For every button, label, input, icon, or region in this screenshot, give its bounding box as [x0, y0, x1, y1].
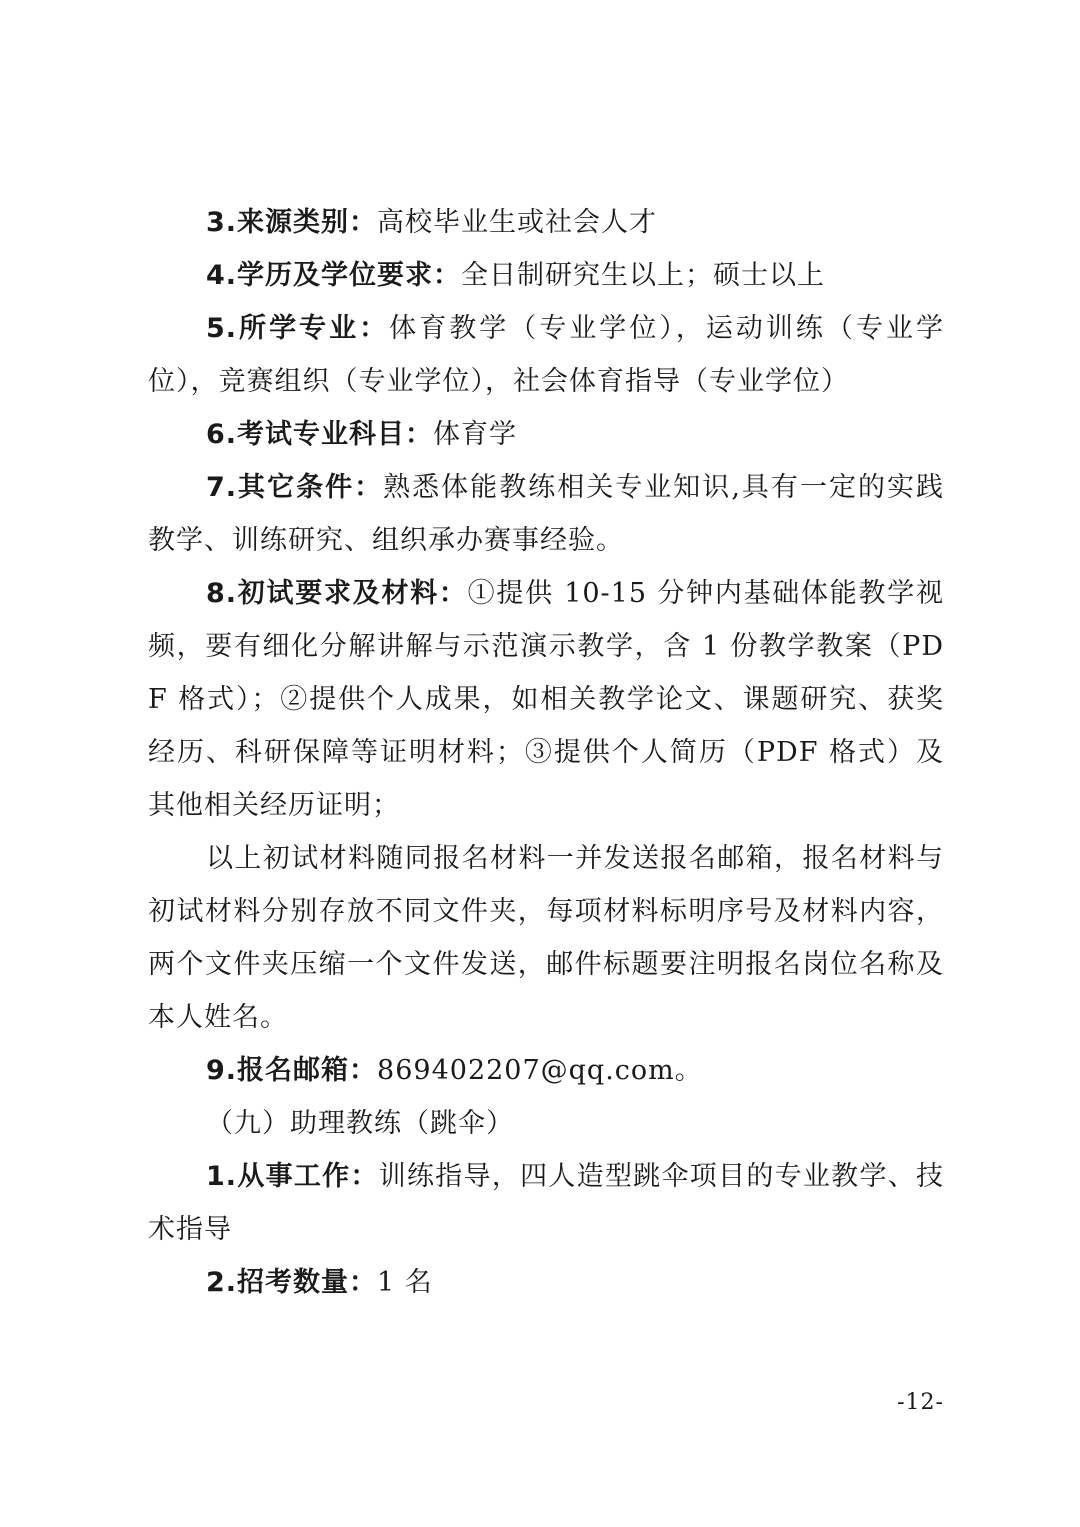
- paragraph-text: 以上初试材料随同报名材料一并发送报名邮箱，报名材料与初试材料分别存放不同文件夹，每项材料标明序号及材料内容，两个文件夹压缩一个文件发送，邮件标题要注明报名岗位名称及本人姓名。: [148, 843, 944, 1033]
- paragraph-label: 6.考试专业科目：: [206, 419, 434, 450]
- paragraph-text: 869402207@qq.com。: [377, 1055, 703, 1086]
- paragraph-label: 9.报名邮箱：: [206, 1055, 378, 1086]
- paragraph-text: 熟悉体能教练相关专业知识,具有一定的实践教学、训练研究、组织承办赛事经验。: [148, 472, 944, 556]
- paragraph-label: 7.其它条件：: [206, 472, 384, 503]
- paragraph-label: 8.初试要求及材料：: [206, 578, 468, 609]
- section-heading-assistant-coach: [148, 1097, 944, 1150]
- paragraph-text: 体育学: [433, 419, 518, 450]
- paragraph-major: [148, 302, 944, 408]
- paragraph-email: [148, 1044, 944, 1097]
- paragraph-label: 3.来源类别：: [206, 207, 378, 238]
- paragraph-exam-subject: [148, 408, 944, 461]
- paragraph-preliminary-materials: [148, 567, 944, 832]
- paragraph-education-requirement: [148, 249, 944, 302]
- paragraph-recruit-count: [148, 1256, 944, 1309]
- paragraph-work-duties: [148, 1150, 944, 1256]
- paragraph-text: 全日制研究生以上；硕士以上: [461, 260, 826, 291]
- paragraph-text: 1 名: [377, 1267, 433, 1298]
- paragraph-text: （九）助理教练（跳伞）: [206, 1108, 514, 1139]
- document-body: [148, 196, 944, 1309]
- paragraph-text: 体育教学（专业学位），运动训练（专业学位），竞赛组织（专业学位），社会体育指导（专业学位）: [148, 313, 945, 397]
- paragraph-label: 4.学历及学位要求：: [206, 260, 462, 291]
- paragraph-label: 5.所学专业：: [206, 313, 390, 344]
- paragraph-label: 2.招考数量：: [206, 1267, 378, 1298]
- page-number: -12-: [897, 1390, 944, 1415]
- paragraph-submission-note: [148, 832, 944, 1044]
- paragraph-source-category: [148, 196, 944, 249]
- paragraph-text: ①提供 10-15 分钟内基础体能教学视频，要有细化分解讲解与示范演示教学，含 1 份教学教案（PDF 格式）；②提供个人成果，如相关教学论文、课题研究、获奖经历、科研保障等证明材料；③提供个人简历（PDF 格式）及其他相关经历证明；: [148, 578, 944, 821]
- paragraph-text: 训练指导，四人造型跳伞项目的专业教学、技术指导: [148, 1161, 945, 1245]
- paragraph-other-conditions: [148, 461, 944, 567]
- paragraph-text: 高校毕业生或社会人才: [377, 207, 658, 238]
- paragraph-label: 1.从事工作：: [206, 1161, 379, 1192]
